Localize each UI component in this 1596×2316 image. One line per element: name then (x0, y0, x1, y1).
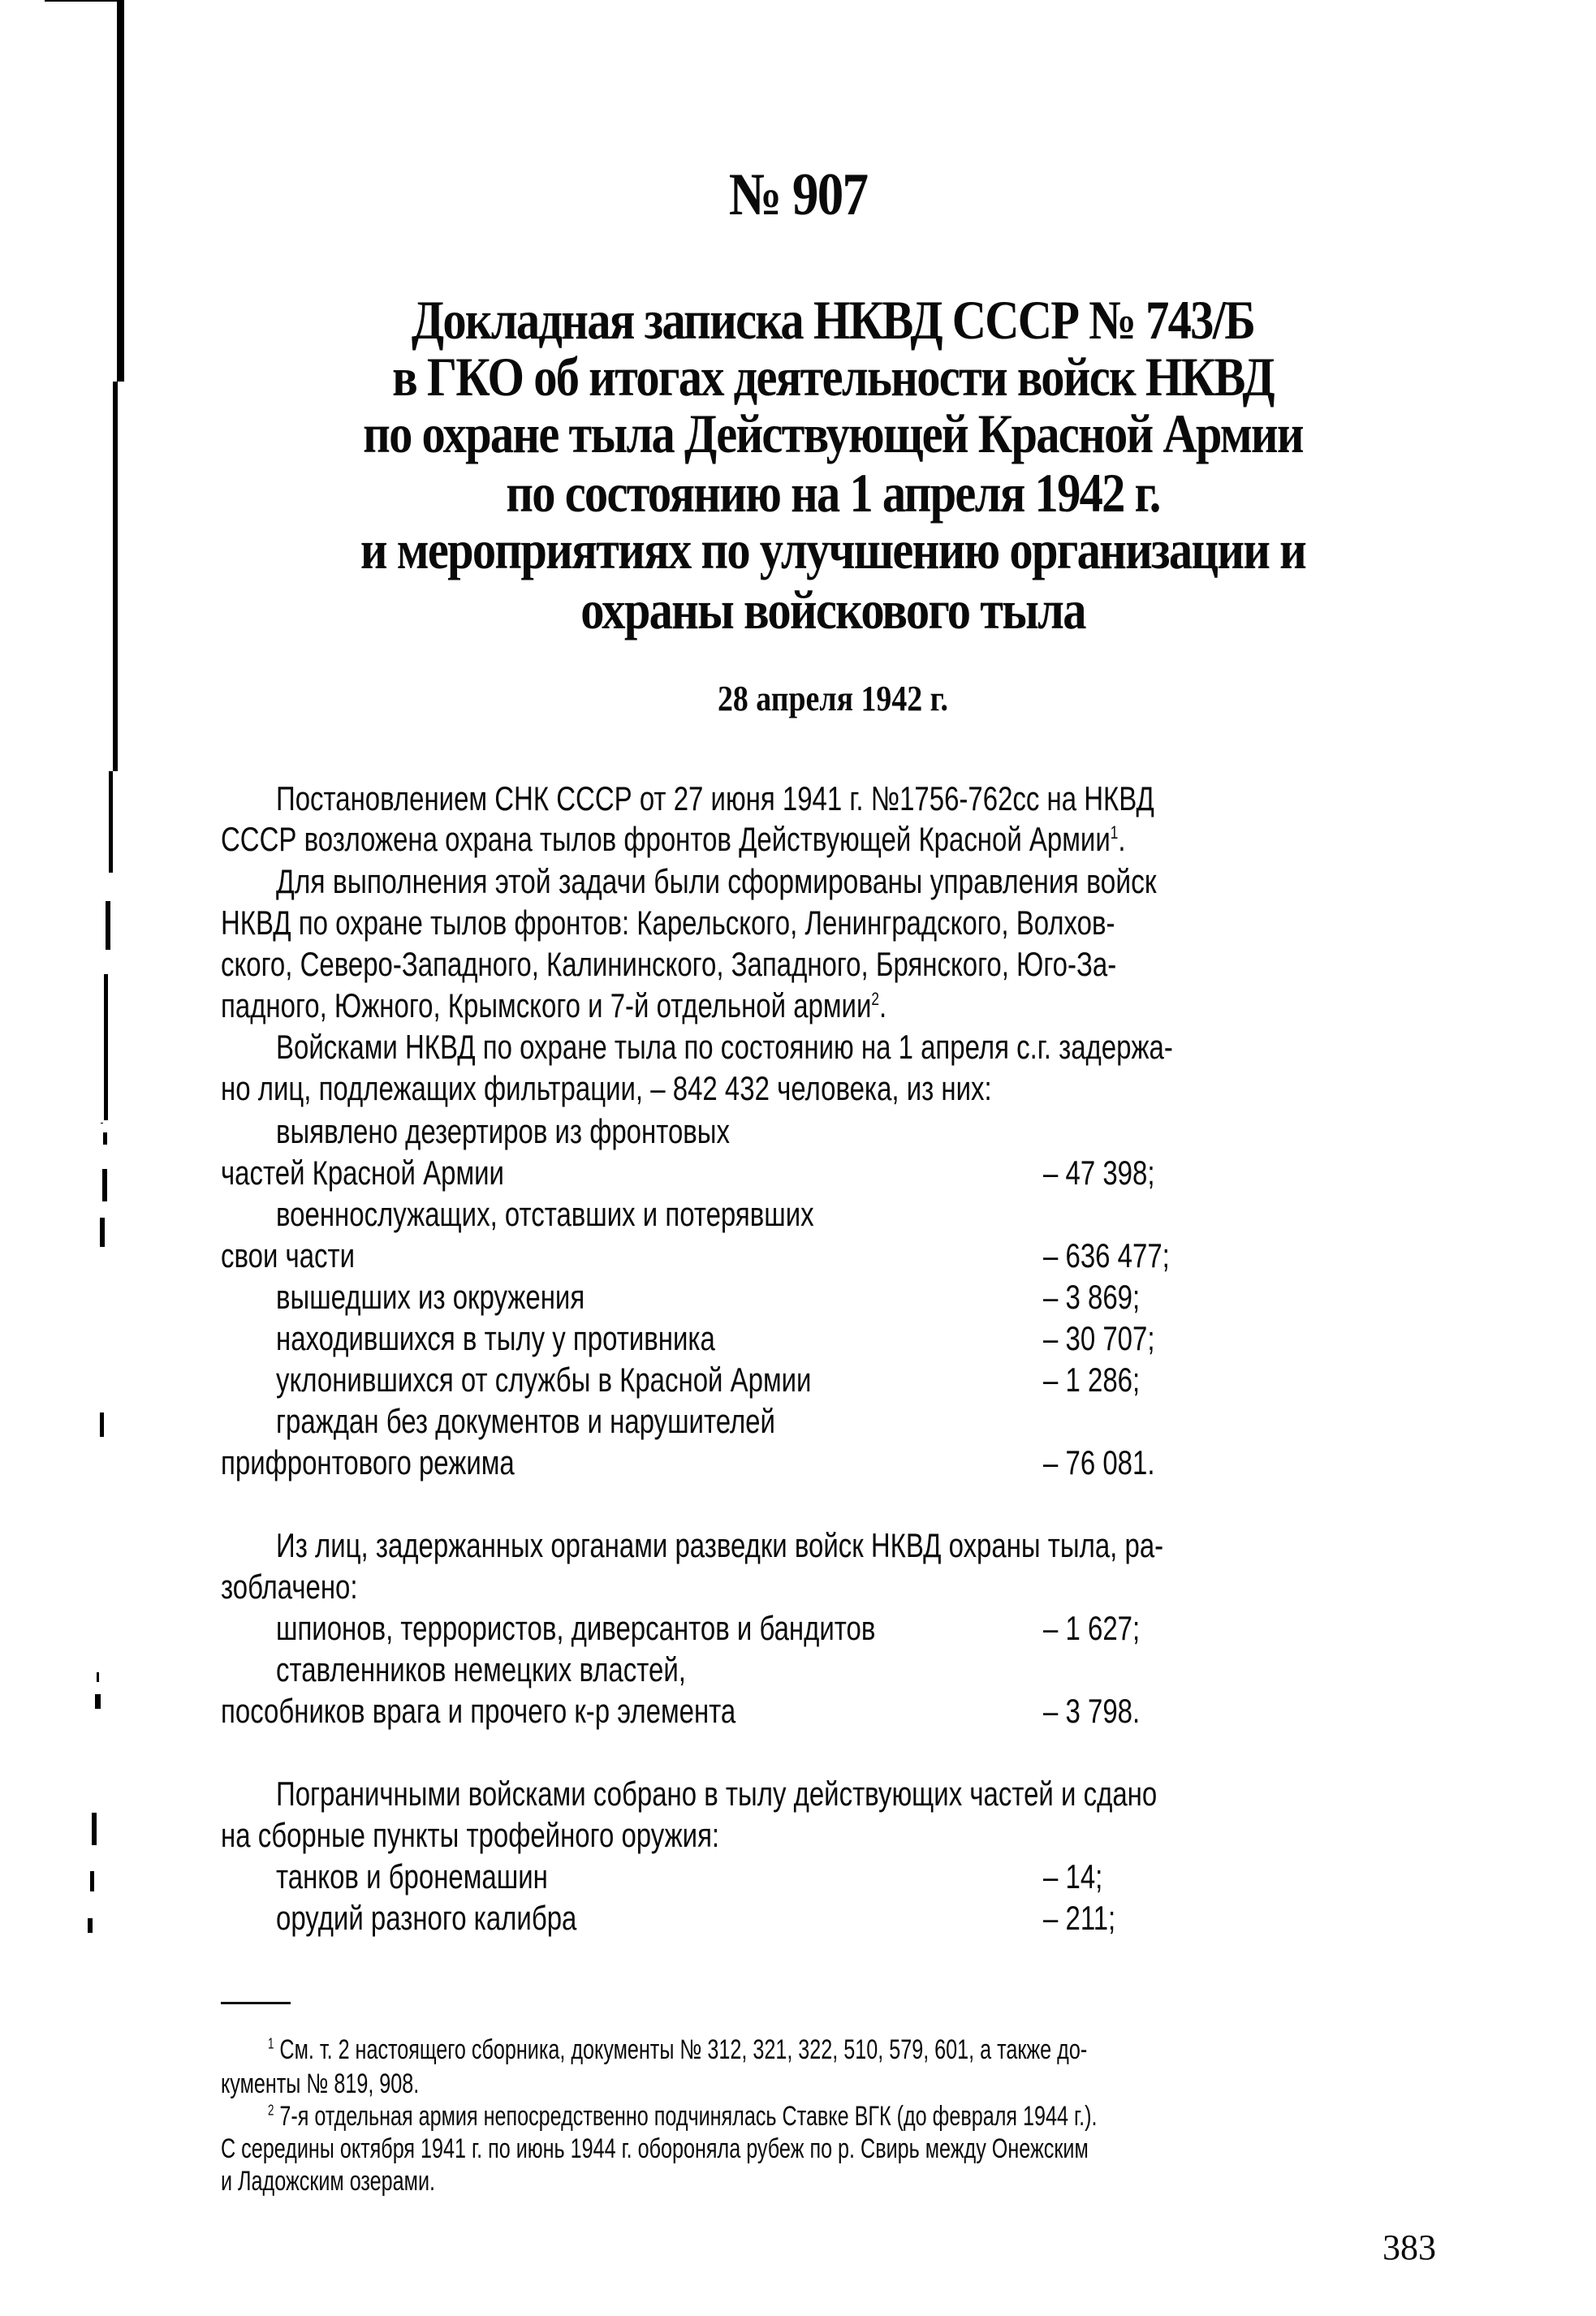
document-date: 28 апреля 1942 г. (717, 679, 949, 718)
footnote-mark: 2 (268, 2102, 274, 2119)
list-item-value: – 76 081. (1043, 1443, 1155, 1481)
footnote-ref[interactable]: 1 (1110, 822, 1119, 843)
body-line: падного, Южного, Крымского и 7-й отдельной армии$^2$. (221, 986, 887, 1024)
list-item-value: – 636 477; (1043, 1236, 1170, 1274)
body-line: НКВД по охране тылов фронтов: Карельского, Ленинградского, Волхов- (221, 904, 1115, 942)
list-item-value: – 1 286; (1043, 1361, 1141, 1399)
list-item-label: свои части (221, 1236, 356, 1274)
scan-binding-edge (104, 974, 108, 1120)
scan-binding-edge (88, 1918, 93, 1933)
list-item-label: танков и бронемашин (276, 1857, 548, 1895)
list-item-value: – 14; (1043, 1857, 1103, 1895)
scan-binding-edge (100, 1412, 104, 1437)
body-line: ского, Северо-Западного, Калининского, Западного, Брянского, Юго-За- (221, 945, 1117, 983)
scan-binding-edge (95, 1694, 101, 1709)
body-line: СССР возложена охрана тылов фронтов Действующей Красной Армии$^1$. (221, 820, 1126, 858)
page-number: 383 (1382, 2228, 1436, 2267)
list-item-value: – 1 627; (1043, 1609, 1141, 1647)
list-item-label: военнослужащих, отставших и потерявших (276, 1195, 814, 1233)
list-item-label: уклонившихся от службы в Красной Армии (276, 1361, 812, 1399)
document-title-line: и мероприятиях по улучшению организации и (360, 519, 1306, 580)
body-line: Для выполнения этой задачи были сформированы управления войск (276, 862, 1157, 900)
list-item-label: находившихся в тылу у противника (276, 1319, 715, 1357)
scan-binding-edge (45, 0, 123, 2)
list-item-value: – 30 707; (1043, 1319, 1155, 1357)
footnote-ref[interactable]: 2 (871, 989, 880, 1009)
document-title-line: охраны войскового тыла (580, 579, 1085, 640)
list-item-label: частей Красной Армии (221, 1154, 504, 1192)
list-item-value: – 47 398; (1043, 1154, 1155, 1192)
body-line: на сборные пункты трофейного оружия: (221, 1816, 720, 1854)
list-item-label: орудий разного калибра (276, 1899, 577, 1937)
list-item-value: – 3 869; (1043, 1278, 1141, 1316)
body-line: но лиц, подлежащих фильтрации, – 842 432 человека, из них: (221, 1069, 992, 1107)
list-item-label: ставленников немецких властей, (276, 1650, 686, 1688)
footnote-line: С середины октября 1941 г. по июнь 1944 г. обороняла рубеж по р. Свирь между Онежским (221, 2133, 1089, 2164)
scan-binding-edge (92, 1813, 97, 1845)
scan-binding-edge (90, 1871, 94, 1891)
footnote-line: $^2$ 7-я отдельная армия непосредственно подчинялась Ставке ВГК (до февраля 1944 г.). (268, 2101, 1098, 2132)
footnote-mark: 1 (268, 2035, 274, 2052)
list-item-label: шпионов, террористов, диверсантов и бандитов (276, 1609, 876, 1647)
list-item-label: пособников врага и прочего к-р элемента (221, 1692, 736, 1730)
list-item-label: прифронтового режима (221, 1443, 515, 1481)
body-line: Войсками НКВД по охране тыла по состоянию на 1 апреля с.г. задержа- (276, 1028, 1173, 1066)
footnote-line: кументы № 819, 908. (221, 2068, 420, 2099)
body-line: Постановлением СНК СССР от 27 июня 1941 г. №1756-762сс на НКВД (276, 779, 1154, 817)
document-title-line: по охране тыла Действующей Красной Армии (363, 403, 1303, 464)
footnote-line: и Ладожским озерами. (221, 2166, 435, 2197)
body-line: Пограничными войсками собрано в тылу действующих частей и сдано (276, 1775, 1158, 1813)
body-line: зоблачено: (221, 1568, 358, 1606)
document-title-line: по состоянию на 1 апреля 1942 г. (506, 462, 1160, 524)
list-item-label: выявлено дезертиров из фронтовых (276, 1112, 730, 1150)
document-number: № 907 (728, 162, 868, 228)
scan-binding-edge (106, 901, 110, 950)
list-item-value: – 3 798. (1043, 1692, 1141, 1730)
document-title-line: в ГКО об итогах деятельности войск НКВД (392, 346, 1274, 408)
list-item-value: – 211; (1043, 1899, 1116, 1937)
footnote-separator (221, 2002, 291, 2004)
scan-binding-edge (100, 1218, 105, 1247)
list-item-label: граждан без документов и нарушителей (276, 1402, 775, 1440)
body-line: Из лиц, задержанных органами разведки войск НКВД охраны тыла, ра- (276, 1526, 1164, 1564)
scan-binding-edge (109, 771, 113, 873)
document-title-line: Докладная записка НКВД СССР № 743/Б (411, 289, 1255, 351)
scan-binding-edge (97, 1672, 99, 1682)
footnote-line: $^1$ См. т. 2 настоящего сборника, документы № 312, 321, 322, 510, 579, 601, а также до- (268, 2034, 1088, 2065)
list-item-label: вышедших из окружения (276, 1278, 585, 1316)
